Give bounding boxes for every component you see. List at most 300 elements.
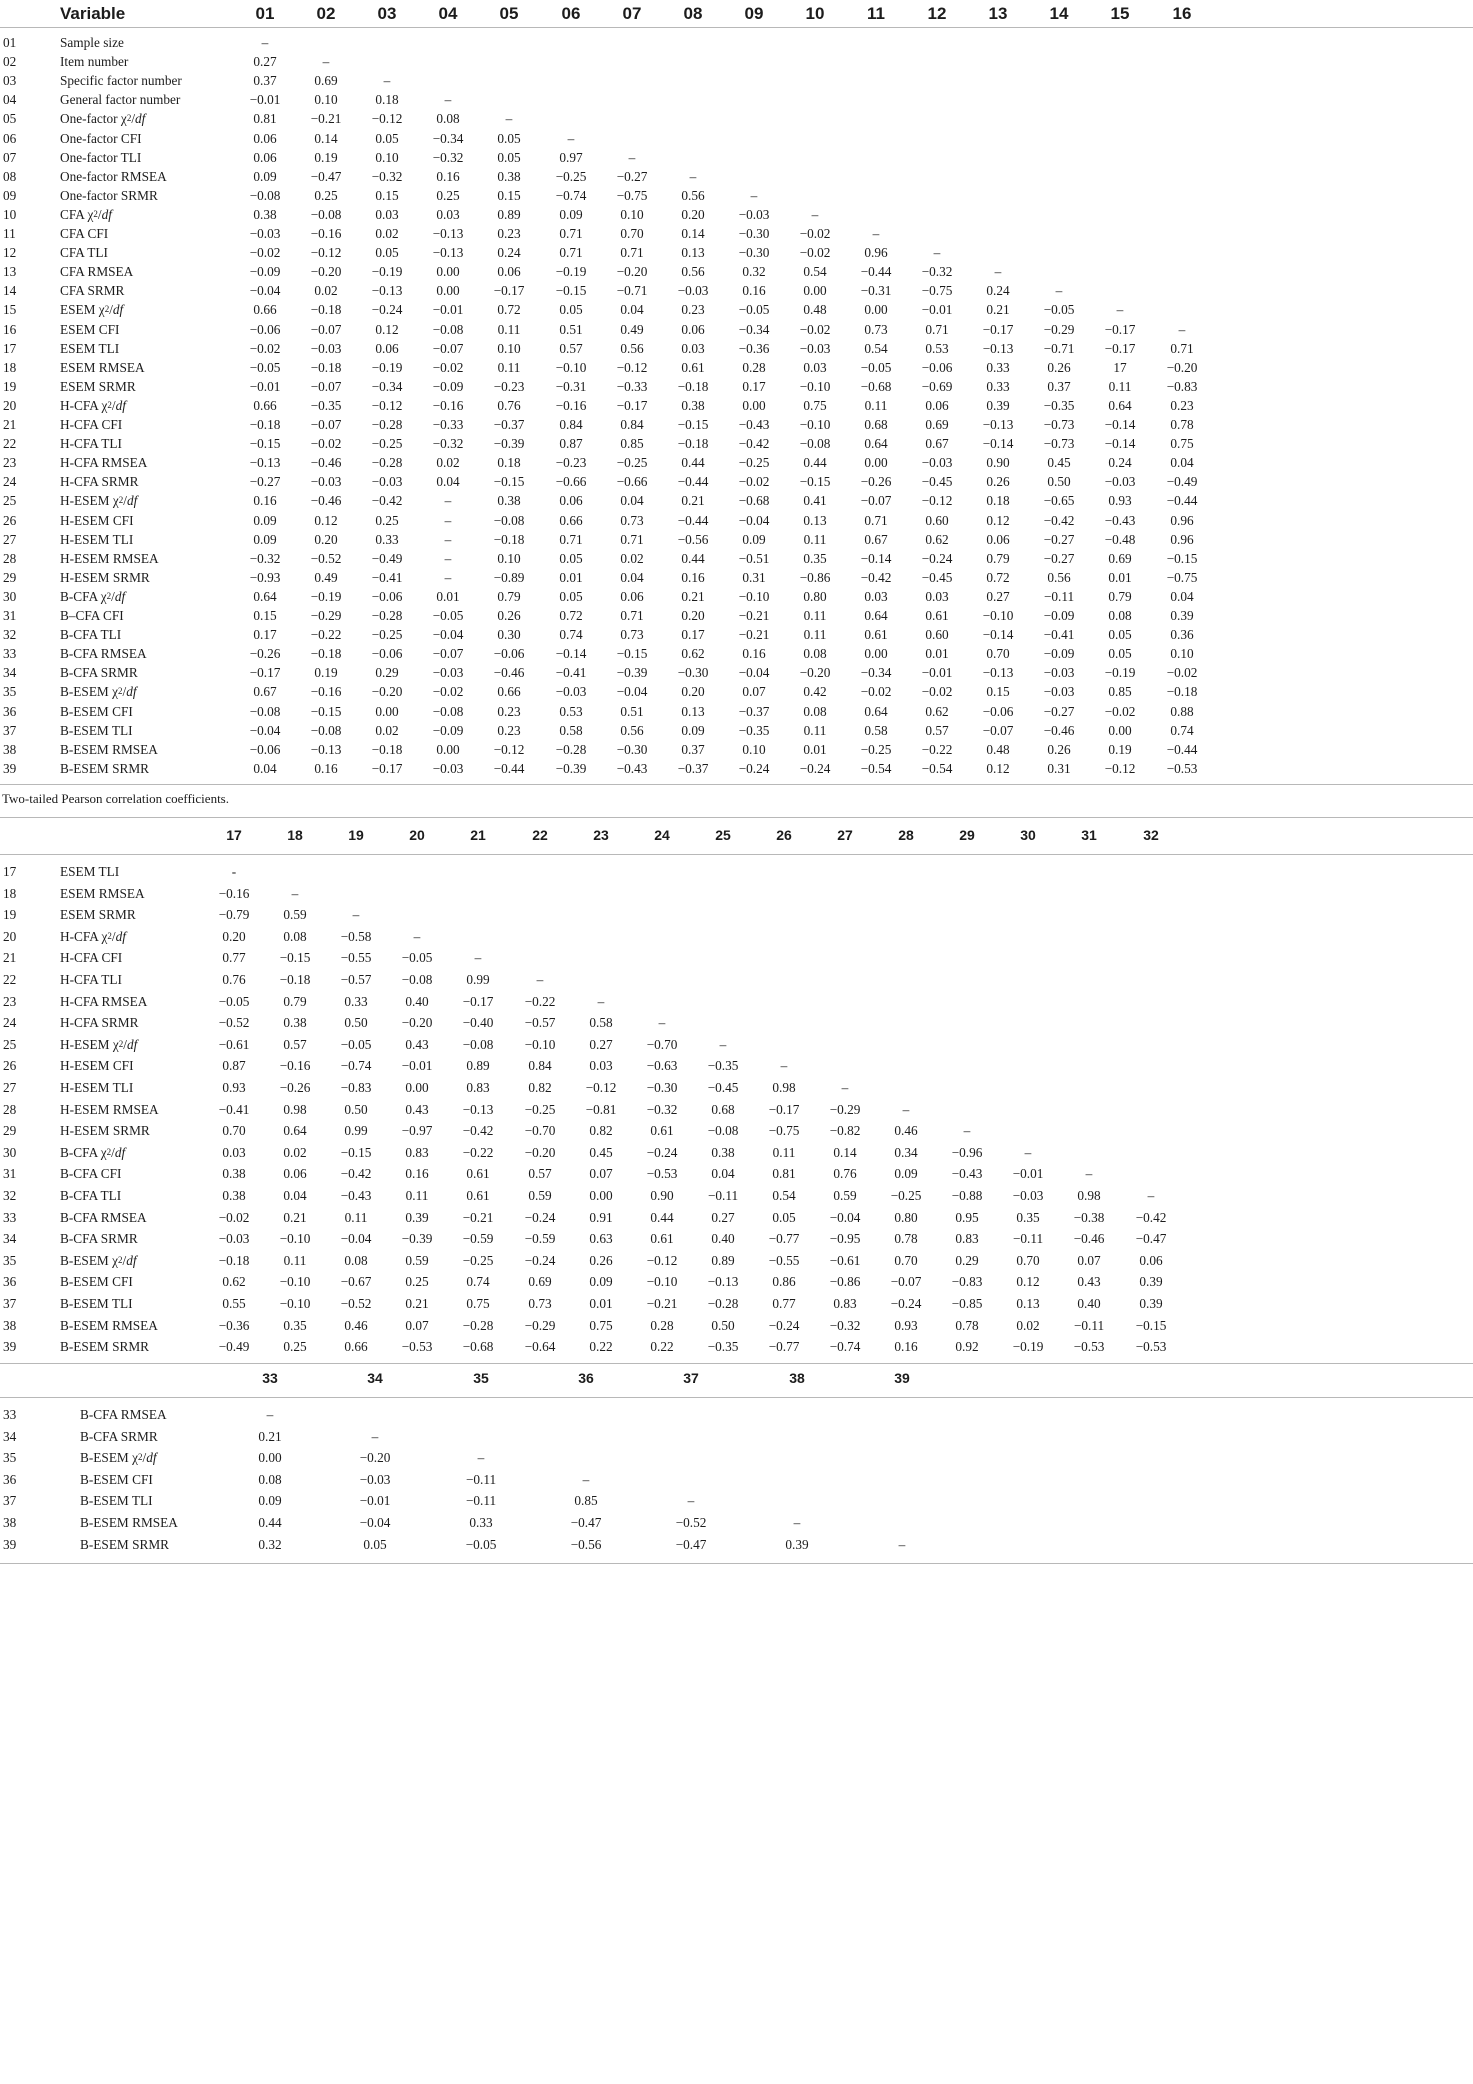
table-cell: −0.34 — [371, 378, 403, 394]
table-cell: 0.83 — [405, 1144, 429, 1160]
table-cell: 0.40 — [405, 993, 429, 1009]
table-cell: 0.49 — [620, 321, 644, 337]
table-cell: −0.25 — [371, 627, 403, 643]
table-cell: −0.17 — [462, 993, 494, 1009]
table-cell: 0.38 — [711, 1144, 735, 1160]
table-cell: −0.06 — [982, 703, 1014, 719]
column-header: 11 — [867, 4, 885, 23]
table-cell: 0.25 — [405, 1274, 429, 1290]
table-cell: 0.69 — [528, 1274, 552, 1290]
table-cell: −0.25 — [890, 1188, 922, 1203]
table-cell: −0.20 — [1166, 359, 1198, 375]
table-cell: 0.28 — [650, 1317, 674, 1333]
table-cell: 0.69 — [925, 417, 949, 432]
table-cell: −0.37 — [738, 703, 770, 719]
table-cell: – — [444, 550, 452, 566]
table-row — [0, 883, 1473, 905]
table-cell: 0.60 — [925, 512, 949, 528]
table-cell: −0.02 — [432, 359, 464, 375]
table-cell: −0.20 — [310, 264, 342, 280]
table-cell: 0.56 — [681, 187, 705, 203]
table-cell: – — [383, 73, 391, 89]
row-label: General factor number — [60, 92, 181, 108]
table-cell: −0.17 — [768, 1101, 800, 1117]
table-cell: 0.78 — [894, 1231, 918, 1247]
table-cell: 0.71 — [620, 245, 644, 261]
table-cell: 0.86 — [772, 1274, 796, 1290]
table-cell: 0.39 — [1139, 1296, 1163, 1311]
table-cell: −0.42 — [340, 1166, 372, 1182]
table-cell: 0.85 — [1108, 684, 1132, 700]
table-cell: 0.06 — [375, 340, 399, 356]
table-cell: 0.23 — [497, 722, 521, 738]
row-label: H-CFA SRMR — [60, 1015, 139, 1031]
table-cell: −0.06 — [249, 321, 281, 337]
table-cell: −0.45 — [921, 569, 953, 585]
table-cell: 0.71 — [620, 608, 644, 623]
table-cell: −0.33 — [432, 417, 464, 432]
table-row — [0, 1336, 1473, 1358]
table-cell: 0.44 — [650, 1209, 674, 1225]
row-label: B-CFA RMSEA — [60, 646, 147, 662]
table-cell: 0.08 — [344, 1252, 368, 1268]
table-cell: 0.66 — [559, 512, 583, 528]
table-cell: −0.16 — [218, 885, 250, 901]
table-cell: −0.46 — [310, 455, 342, 471]
table-cell: 0.73 — [528, 1296, 552, 1311]
table-cell: 0.04 — [436, 474, 460, 490]
table-cell: −0.69 — [921, 378, 953, 394]
table-cell: −0.05 — [249, 359, 281, 375]
table-cell: −0.04 — [738, 512, 770, 528]
table-cell: – — [719, 1036, 727, 1052]
row-number: 26 — [3, 512, 17, 528]
table-row — [0, 109, 1473, 128]
table-cell: −0.58 — [340, 928, 372, 944]
table-cell: −0.35 — [707, 1058, 739, 1074]
table-cell: −0.08 — [249, 703, 281, 719]
table-cell: 0.24 — [497, 245, 521, 261]
row-label: ESEM SRMR — [60, 378, 136, 394]
table-cell: 0.54 — [864, 340, 888, 356]
table-cell: 0.71 — [864, 512, 888, 528]
table-cell: −0.03 — [1012, 1188, 1044, 1203]
table-cell: −0.25 — [738, 455, 770, 471]
table-cell: 0.44 — [681, 455, 705, 471]
table-cell: – — [536, 972, 544, 987]
table-cell: 0.93 — [222, 1080, 246, 1095]
table-cell: 0.43 — [1077, 1274, 1101, 1290]
table-cell: 0.11 — [405, 1188, 429, 1203]
table-cell: 0.57 — [925, 722, 949, 738]
table-cell: 0.78 — [955, 1317, 979, 1333]
table-cell: −0.10 — [982, 608, 1014, 623]
table-cell: −0.23 — [493, 378, 525, 394]
table-cell: −0.32 — [249, 550, 281, 566]
table-cell: −0.17 — [493, 283, 525, 299]
table-cell: – — [898, 1536, 906, 1552]
row-label: H-ESEM SRMR — [60, 1123, 150, 1139]
table-cell: 0.05 — [497, 130, 521, 146]
row-number: 31 — [3, 1166, 17, 1182]
table-row — [0, 1099, 1473, 1121]
table-cell: −0.12 — [371, 397, 403, 413]
table-cell: −0.29 — [524, 1317, 556, 1333]
table-cell: −0.42 — [1135, 1209, 1167, 1225]
table-cell: −0.24 — [921, 550, 953, 566]
table-row — [0, 1469, 1473, 1491]
row-number: 29 — [3, 1123, 17, 1139]
row-number: 17 — [3, 340, 17, 356]
table-cell: −0.25 — [524, 1101, 556, 1117]
table-cell: −0.19 — [1012, 1339, 1044, 1355]
table-cell: – — [933, 245, 941, 261]
table-cell: −0.03 — [359, 1471, 391, 1487]
table-cell: −0.88 — [951, 1188, 983, 1203]
table-cell: 0.44 — [258, 1515, 282, 1530]
table-cell: −0.08 — [462, 1036, 494, 1052]
table-cell: 0.26 — [986, 474, 1010, 490]
table-cell: 0.39 — [986, 397, 1010, 413]
table-cell: 0.89 — [497, 206, 521, 222]
row-number: 30 — [3, 1144, 17, 1160]
table-cell: 0.04 — [1170, 588, 1194, 604]
table-row — [0, 453, 1473, 472]
table-cell: −0.15 — [616, 646, 648, 662]
table-cell: −0.06 — [921, 359, 953, 375]
table-cell: – — [582, 1471, 590, 1487]
table-cell: −0.01 — [1012, 1166, 1044, 1182]
table-cell: – — [474, 950, 482, 966]
table-cell: −0.24 — [646, 1144, 678, 1160]
table-cell: 0.00 — [589, 1188, 613, 1203]
table-cell: 0.61 — [864, 627, 888, 643]
table-cell: 0.10 — [1170, 646, 1194, 662]
table-cell: – — [261, 35, 269, 50]
table-cell: −0.01 — [921, 302, 953, 318]
table-cell: – — [750, 187, 758, 203]
row-number: 34 — [3, 665, 17, 681]
table-cell: 0.00 — [436, 741, 460, 757]
row-number: 12 — [3, 245, 17, 261]
table-cell: 0.14 — [314, 130, 338, 146]
table-cell: −0.11 — [1012, 1231, 1044, 1247]
table-row — [0, 1185, 1473, 1207]
table-cell: −0.03 — [921, 455, 953, 471]
row-label: B-CFA RMSEA — [80, 1407, 167, 1422]
table-cell: – — [352, 907, 360, 923]
table-cell: 0.55 — [222, 1296, 246, 1311]
table-cell: −0.36 — [218, 1317, 250, 1333]
table-cell: 0.45 — [1047, 455, 1071, 471]
table-cell: – — [811, 206, 819, 222]
table-cell: 0.83 — [955, 1231, 979, 1247]
table-row — [0, 148, 1473, 167]
table-cell: 0.08 — [258, 1471, 282, 1487]
table-cell: −0.03 — [1104, 474, 1136, 490]
table-row — [0, 1250, 1473, 1272]
row-number: 21 — [3, 950, 17, 966]
table-cell: 0.08 — [803, 646, 827, 662]
table-cell: −0.43 — [738, 417, 770, 432]
table-cell: −0.02 — [921, 684, 953, 700]
table-cell: 0.98 — [1077, 1188, 1101, 1203]
row-label: B–CFA CFI — [60, 608, 124, 623]
row-label: H-CFA $\chi^2/df$ — [60, 397, 126, 413]
table-cell: −0.35 — [1043, 397, 1075, 413]
table-cell: 0.06 — [497, 264, 521, 280]
table-cell: −0.43 — [616, 760, 648, 776]
table-cell: −0.86 — [829, 1274, 861, 1290]
table-cell: 0.76 — [222, 972, 246, 987]
table-cell: −0.11 — [1043, 588, 1075, 604]
column-header: 38 — [789, 1370, 805, 1386]
table-cell: −0.18 — [310, 302, 342, 318]
table-cell: −0.18 — [493, 531, 525, 547]
table-cell: 0.44 — [681, 550, 705, 566]
table-cell: −0.30 — [738, 245, 770, 261]
table-cell: −0.01 — [359, 1493, 391, 1509]
column-header: 39 — [894, 1370, 910, 1386]
row-label: B-CFA TLI — [60, 1188, 122, 1203]
table-cell: 0.70 — [894, 1252, 918, 1268]
table-cell: −0.24 — [371, 302, 403, 318]
table-cell: 0.35 — [803, 550, 827, 566]
table-cell: 0.00 — [436, 264, 460, 280]
table-cell: 0.26 — [497, 608, 521, 623]
table-cell: −0.10 — [799, 378, 831, 394]
table-cell: 0.06 — [925, 397, 949, 413]
table-row — [0, 262, 1473, 281]
table-cell: 0.27 — [253, 54, 277, 70]
table-cell: −0.19 — [310, 588, 342, 604]
table-cell: −0.08 — [432, 703, 464, 719]
table-cell: −0.07 — [432, 340, 464, 356]
table-cell: 0.07 — [1077, 1252, 1101, 1268]
table-cell: 0.03 — [436, 206, 460, 222]
table-cell: 0.97 — [559, 149, 583, 165]
row-number: 25 — [3, 1036, 17, 1052]
table-cell: 0.04 — [620, 493, 644, 509]
table-cell: – — [1178, 321, 1186, 337]
table-cell: −0.09 — [432, 378, 464, 394]
table-cell: 0.32 — [742, 264, 766, 280]
row-number: 38 — [3, 1515, 17, 1530]
table-row — [0, 904, 1473, 926]
table-cell: 0.02 — [375, 226, 399, 241]
table-cell: −0.39 — [616, 665, 648, 681]
row-label: B-ESEM RMSEA — [60, 1317, 158, 1333]
table-cell: −0.54 — [921, 760, 953, 776]
table-cell: −0.37 — [493, 417, 525, 432]
table-cell: −0.57 — [340, 972, 372, 987]
table-cell: 0.11 — [772, 1144, 796, 1160]
row-label: Item number — [60, 54, 129, 70]
table-cell: 0.53 — [925, 340, 949, 356]
row-label: Specific factor number — [60, 73, 182, 89]
table-cell: 0.03 — [681, 340, 705, 356]
table-row — [0, 1012, 1473, 1034]
table-header-row — [0, 1363, 1473, 1393]
row-number: 32 — [3, 1188, 17, 1203]
table-cell: – — [689, 168, 697, 184]
table-cell: −0.01 — [249, 92, 281, 108]
table-row — [0, 759, 1473, 778]
table-cell: −0.03 — [677, 283, 709, 299]
table-cell: 0.09 — [253, 168, 277, 184]
row-label: H-ESEM CFI — [60, 1058, 134, 1074]
table-cell: −0.65 — [1043, 493, 1075, 509]
table-cell: 0.91 — [589, 1209, 613, 1225]
table-cell: −0.25 — [616, 455, 648, 471]
table-cell: 0.10 — [497, 340, 521, 356]
table-cell: 0.06 — [1139, 1252, 1163, 1268]
table-cell: −0.28 — [371, 608, 403, 623]
table-cell: −0.68 — [860, 378, 892, 394]
table-cell: −0.34 — [860, 665, 892, 681]
table-cell: 0.09 — [589, 1274, 613, 1290]
table-cell: 0.56 — [620, 722, 644, 738]
table-cell: −0.24 — [738, 760, 770, 776]
table-row — [0, 682, 1473, 701]
table-cell: −0.16 — [555, 397, 587, 413]
table-cell: 0.03 — [375, 206, 399, 222]
table-row — [0, 511, 1473, 530]
table-cell: −0.11 — [707, 1188, 739, 1203]
header-rule — [0, 854, 1473, 855]
column-header: 29 — [959, 827, 975, 843]
column-header: 08 — [683, 4, 703, 23]
table-cell: 0.00 — [405, 1080, 429, 1095]
table-cell: 0.58 — [864, 722, 888, 738]
table-cell: −0.07 — [982, 722, 1014, 738]
table-cell: 0.07 — [405, 1317, 429, 1333]
row-number: 18 — [3, 359, 17, 375]
table-cell: 0.16 — [253, 493, 277, 509]
table-cell: −0.07 — [432, 646, 464, 662]
table-cell: 0.67 — [253, 684, 277, 700]
table-cell: 0.71 — [559, 245, 583, 261]
table-cell: 0.04 — [620, 302, 644, 318]
table-cell: 0.06 — [283, 1166, 307, 1182]
table-cell: – — [444, 493, 452, 509]
table-cell: 0.21 — [258, 1428, 282, 1444]
table-cell: −0.10 — [555, 359, 587, 375]
table-cell: 0.58 — [559, 722, 583, 738]
table-cell: −0.13 — [982, 340, 1014, 356]
table-cell: −0.16 — [310, 684, 342, 700]
table-cell: 0.84 — [559, 417, 583, 432]
table-cell: 0.72 — [986, 569, 1010, 585]
table-cell: 0.79 — [283, 993, 307, 1009]
table-cell: 0.35 — [283, 1317, 307, 1333]
table-cell: −0.55 — [768, 1252, 800, 1268]
row-label: ESEM $\chi^2/df$ — [60, 302, 124, 318]
table-cell: 0.04 — [1170, 455, 1194, 471]
table-cell: – — [902, 1101, 910, 1117]
table-cell: 0.02 — [314, 283, 338, 299]
row-number: 22 — [3, 436, 17, 452]
column-header: 36 — [578, 1370, 594, 1386]
row-number: 37 — [3, 1493, 17, 1509]
table-row — [0, 1315, 1473, 1337]
table-cell: −0.55 — [340, 950, 372, 966]
table-cell: −0.03 — [555, 684, 587, 700]
table-cell: 0.85 — [574, 1493, 598, 1509]
table-cell: −0.46 — [493, 665, 525, 681]
row-label: H-ESEM $\chi^2/df$ — [60, 1036, 138, 1052]
table-cell: −0.74 — [555, 187, 587, 203]
row-number: 36 — [3, 1471, 17, 1487]
table-cell: −0.74 — [829, 1339, 861, 1355]
table-cell: 0.02 — [620, 550, 644, 566]
table-cell: 0.06 — [559, 493, 583, 509]
table-cell: 0.82 — [589, 1123, 613, 1139]
table-cell: 0.74 — [466, 1274, 490, 1290]
table-cell: 0.00 — [864, 302, 888, 318]
table-cell: 0.53 — [559, 703, 583, 719]
table-cell: 0.44 — [803, 455, 827, 471]
table-cell: 0.01 — [1108, 569, 1132, 585]
table-cell: −0.18 — [677, 378, 709, 394]
row-number: 04 — [3, 92, 17, 108]
table-cell: −0.08 — [493, 512, 525, 528]
table-cell: 0.99 — [344, 1123, 368, 1139]
table-cell: −0.41 — [218, 1101, 250, 1117]
row-label: H-ESEM CFI — [60, 512, 134, 528]
column-header: 03 — [377, 4, 397, 23]
table-cell: 0.18 — [497, 455, 521, 471]
table-cell: −0.15 — [555, 283, 587, 299]
table-cell: −0.08 — [799, 436, 831, 452]
table-cell: – — [841, 1080, 849, 1095]
row-number: 01 — [3, 35, 17, 50]
table-cell: −0.14 — [982, 627, 1014, 643]
row-label: ESEM SRMR — [60, 907, 136, 923]
row-number: 27 — [3, 531, 17, 547]
table-cell: 0.12 — [375, 321, 399, 337]
table-cell: 0.88 — [1170, 703, 1194, 719]
table-cell: 0.62 — [681, 646, 705, 662]
table-cell: −0.27 — [1043, 703, 1075, 719]
row-number: 28 — [3, 1101, 17, 1117]
table-cell: 0.37 — [1047, 378, 1071, 394]
row-label: ESEM TLI — [60, 864, 120, 879]
table-row — [0, 568, 1473, 587]
table-cell: −0.44 — [860, 264, 892, 280]
table-cell: −0.27 — [1043, 550, 1075, 566]
table-cell: −0.03 — [432, 760, 464, 776]
table-cell: 0.27 — [589, 1036, 613, 1052]
table-row — [0, 491, 1473, 510]
table-cell: −0.86 — [799, 569, 831, 585]
table-cell: 0.43 — [405, 1036, 429, 1052]
table-cell: 0.89 — [466, 1058, 490, 1074]
table-row — [0, 1055, 1473, 1077]
table-cell: −0.43 — [951, 1166, 983, 1182]
table-cell: 0.11 — [803, 531, 827, 547]
table-cell: −0.03 — [1043, 684, 1075, 700]
table-cell: −0.01 — [249, 378, 281, 394]
table-cell: −0.20 — [616, 264, 648, 280]
table-cell: – — [567, 130, 575, 146]
table-cell: −0.32 — [432, 436, 464, 452]
table-cell: −0.17 — [1104, 321, 1136, 337]
row-label: H-CFA $\chi^2/df$ — [60, 928, 126, 944]
table-cell: 0.05 — [559, 302, 583, 318]
table-cell: −0.45 — [707, 1080, 739, 1095]
row-number: 38 — [3, 1317, 17, 1333]
